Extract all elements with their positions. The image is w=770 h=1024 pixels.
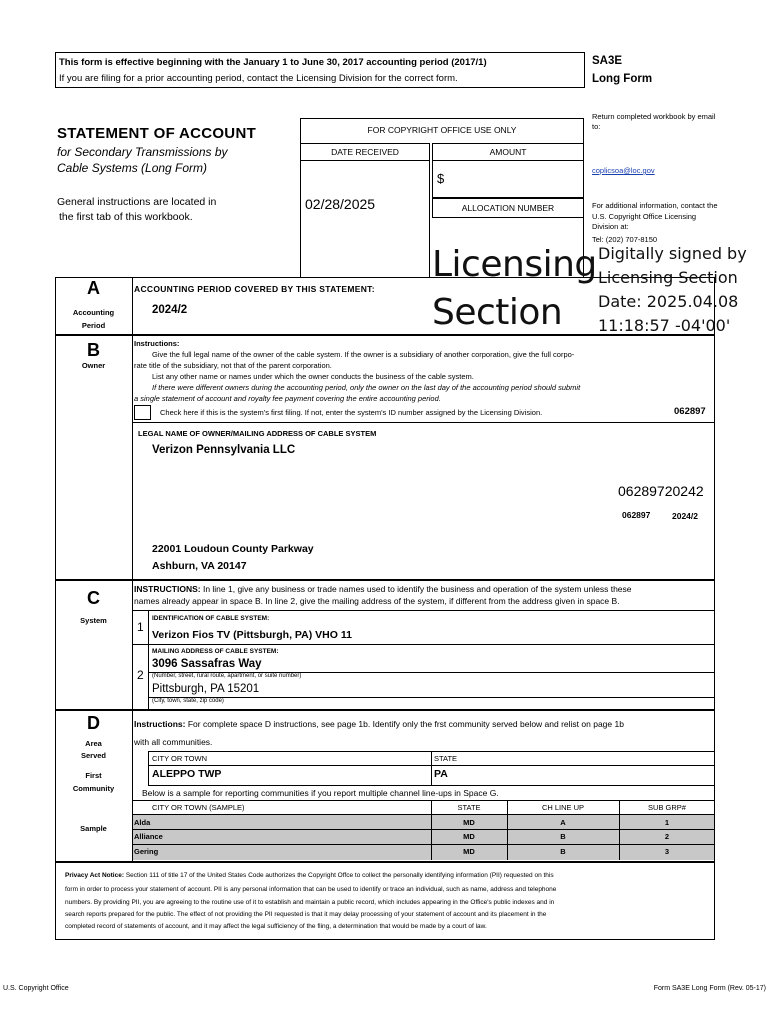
street-hint: (Number, street, rural route, apartment, or suite number) [152, 673, 302, 679]
privacy-line-5: completed record of statements of account, and it may affect the legal sufficiency of the fling, a determination that would be made by a court of law. [65, 923, 487, 930]
table-cell: B [560, 832, 566, 841]
id-small-value: 062897 [622, 510, 651, 520]
section-b-letter: B [87, 340, 100, 360]
section-b-instructions-label: Instructions: [134, 339, 180, 348]
signature-line-1: Digitally signed by [598, 244, 747, 263]
mailing-address-heading: MAILING ADDRESS OF CABLE SYSTEM: [152, 648, 279, 655]
general-instructions-1: General instructions are located in [57, 196, 217, 208]
statement-title: STATEMENT OF ACCOUNT [57, 125, 257, 142]
accounting-period-value: 2024/2 [152, 304, 188, 316]
system-street: 3096 Sassafras Way [152, 658, 262, 670]
section-d-label-1: Area [85, 739, 102, 748]
return-text: Return completed workbook by email to: [592, 112, 716, 131]
form-code: SA3E [592, 55, 623, 67]
statement-subtitle-2: Cable Systems (Long Form) [57, 161, 208, 175]
section-c-instr-text: In line 1, give any business or trade names used to identify the business and operation of the system unless these [200, 584, 632, 594]
privacy-text-1: Section 111 of title 17 of the United States Code authorizes the Copyright Offce to collect the personally identifying information (PII) requested on this [124, 872, 554, 879]
signature-line-4: 11:18:57 -04'00' [598, 316, 731, 335]
table-cell: 3 [664, 847, 670, 856]
privacy-line-1 [65, 872, 554, 879]
notice-line-1: This form is effective beginning with the January 1 to June 30, 2017 accounting period (2017/1) [59, 57, 487, 68]
owner-address-2: Ashburn, VA 20147 [152, 560, 247, 572]
table-row: Alda [134, 818, 151, 827]
section-c-label: System [80, 616, 107, 625]
signature-line-2: Licensing Section [598, 268, 738, 287]
state-label: STATE [434, 754, 458, 763]
table-cell: MD [463, 832, 475, 841]
privacy-line-2: form in order to process your statement of account. PII is any personal information that can be used to identify or trace an individual, such as name, address and telephone [65, 886, 557, 893]
sample-header-chlineup: CH LINE UP [541, 803, 585, 812]
sample-header-subgrp: SUB GRP# [648, 803, 686, 812]
sample-header-state: STATE [457, 803, 481, 812]
general-instructions-2: the first tab of this workbook. [59, 211, 193, 223]
identification-heading: IDENTIFICATION OF CABLE SYSTEM: [152, 615, 270, 622]
legal-name-heading: LEGAL NAME OF OWNER/MAILING ADDRESS OF CABLE SYSTEM [138, 429, 377, 438]
table-cell: 1 [664, 818, 670, 827]
privacy-line-3: numbers. By providing PII, you are agreeing to the routine use of it to establish and maintain a public record, which includes appearing in the Office's public indexes and in [65, 899, 555, 906]
section-b-instr-2: rate title of the subsidiary, not that of the parent corporation. [134, 361, 332, 370]
amount-currency: $ [437, 171, 445, 186]
statement-subtitle-1: for Secondary Transmissions by [57, 145, 228, 159]
line-2-number: 2 [137, 668, 144, 682]
owner-address-1: 22001 Loudoun County Parkway [152, 543, 314, 555]
form-name: Long Form [592, 73, 653, 85]
combined-id-value: 06289720242 [618, 483, 704, 499]
table-row: Gering [134, 847, 159, 856]
table-cell: B [560, 847, 566, 856]
first-filing-text: Check here if this is the system's first filing. If not, enter the system's ID number assigned by the Licensing Division. [160, 408, 543, 417]
signature-line-3: Date: 2025.04.08 [598, 292, 739, 311]
amount-label: AMOUNT [489, 147, 527, 157]
city-or-town-label: CITY OR TOWN [152, 754, 208, 763]
section-c-instr-label: INSTRUCTIONS: [134, 584, 201, 594]
contact-text: For additional information, contact the U.S. Copyright Office Licensing Division at: [592, 201, 718, 231]
period-small-value: 2024/2 [672, 511, 698, 521]
section-d-letter: D [87, 713, 100, 733]
table-cell: A [560, 818, 566, 827]
table-cell: 2 [664, 832, 670, 841]
section-b-instr-3: List any other name or names under which the owner conducts the business of the cable system. [152, 372, 474, 381]
section-a-label-2: Period [81, 321, 106, 330]
section-c-letter: C [87, 588, 100, 608]
section-d-label-4: Community [72, 784, 115, 793]
table-cell: MD [463, 818, 475, 827]
table-cell: MD [463, 847, 475, 856]
return-email-link[interactable]: coplicsoa@loc.gov [592, 166, 655, 175]
effective-notice-box [55, 52, 585, 88]
section-b-instr-5: a single statement of account and royalty fee payment covering the entire accounting period. [134, 394, 441, 403]
section-c-instr-1 [134, 584, 632, 594]
system-city: Pittsburgh, PA 15201 [152, 683, 260, 695]
section-d-label-2: Served [80, 751, 107, 760]
section-c-instr-2: names already appear in space B. In line 2, give the mailing address of the system, if different from the address given in space B. [134, 596, 620, 606]
allocation-label: ALLOCATION NUMBER [461, 203, 555, 213]
sample-header-city: CITY OR TOWN (SAMPLE) [152, 803, 245, 812]
privacy-line-4: search reports prepared for the public. The effect of not providing the PII requested is that it may delay processing of your statement of account and its placement in the [65, 911, 547, 918]
cable-system-name: Verizon Fios TV (Pittsburgh, PA) VHO 11 [152, 629, 352, 641]
section-a-letter: A [87, 278, 100, 298]
first-community-state: PA [434, 768, 448, 780]
section-a-label-1: Accounting [72, 308, 115, 317]
signature-name-1: Licensing [432, 244, 597, 285]
date-received-label: DATE RECEIVED [331, 147, 399, 157]
accounting-period-heading: ACCOUNTING PERIOD COVERED BY THIS STATEMENT: [134, 284, 375, 294]
system-id-value: 062897 [674, 406, 706, 417]
notice-line-2: If you are filing for a prior accounting period, contact the Licensing Division for the correct form. [59, 73, 458, 84]
section-b-label: Owner [81, 361, 106, 370]
signature-name-2: Section [432, 292, 563, 333]
date-received-value: 02/28/2025 [305, 196, 376, 212]
section-b-instr-4: If there were different owners during the accounting period, only the owner on the last day of the accounting period should submit [152, 383, 581, 392]
section-d-instr-2: with all communities. [134, 737, 213, 747]
section-b-instr-1: Give the full legal name of the owner of the cable system. If the owner is a subsidiary of another corporation, give the full corpo- [152, 350, 575, 359]
section-d-instr-text: For complete space D instructions, see page 1b. Identify only the frst community served below and relist on page 1b [185, 719, 624, 729]
table-row: Alliance [134, 832, 163, 841]
line-1-number: 1 [137, 620, 144, 634]
footer-right: Form SA3E Long Form (Rev. 05-17) [653, 985, 766, 992]
privacy-label: Privacy Act Notice: [65, 872, 125, 879]
contact-tel: Tel: (202) 707-8150 [592, 235, 658, 244]
first-filing-checkbox[interactable] [134, 405, 151, 420]
footer-left: U.S. Copyright Office [3, 985, 69, 992]
owner-name-value: Verizon Pennsylvania LLC [152, 444, 296, 456]
sample-note: Below is a sample for reporting communities if you report multiple channel line-ups in Space G. [142, 788, 499, 798]
section-d-label-5: Sample [80, 824, 107, 833]
section-d-instr-label: Instructions: [134, 719, 186, 729]
first-community-city: ALEPPO TWP [152, 768, 222, 780]
office-use-header: FOR COPYRIGHT OFFICE USE ONLY [367, 125, 517, 135]
section-d-instr-1 [134, 719, 624, 729]
section-d-label-3: First [85, 771, 102, 780]
city-hint: (City, town, state, zip code) [152, 698, 224, 704]
